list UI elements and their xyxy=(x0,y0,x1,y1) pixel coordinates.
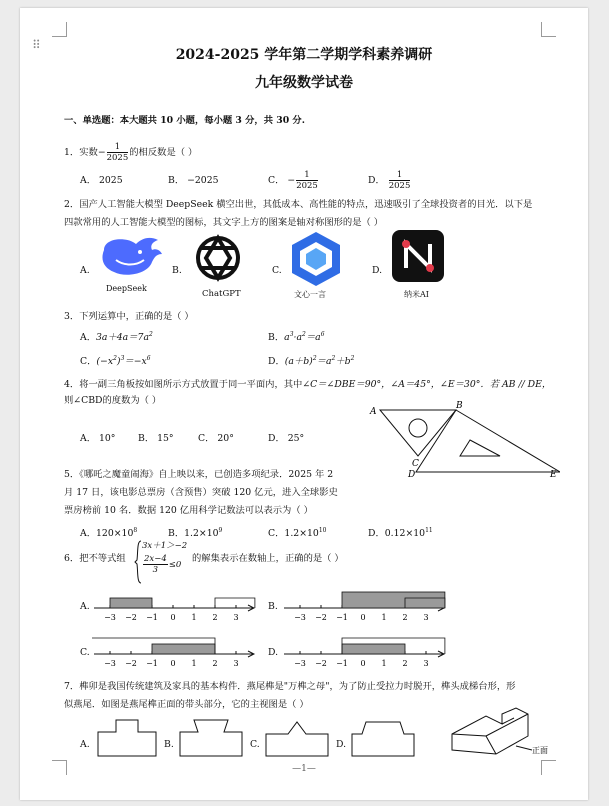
axis-tick-label: −1 xyxy=(336,613,348,622)
solution-region xyxy=(152,644,215,654)
question-7-line-1: 7．榫卯是我国传统建筑及家具的基本构件．燕尾榫是"万榫之母"，为了防止受拉力时脱开，榫头成梯台形，形 xyxy=(64,681,516,692)
page-number: —1— xyxy=(292,764,316,774)
number-line-a xyxy=(92,582,256,624)
q1-option-c[interactable]: C． − $\frac{1}{2025}$ xyxy=(268,170,318,191)
q7-option-b-label[interactable]: B. xyxy=(164,739,174,750)
axis-tick-label: −2 xyxy=(125,659,137,668)
axis-tick-label: 1 xyxy=(381,659,387,668)
point-c-label: C xyxy=(412,459,419,469)
q1-option-d[interactable]: D． $\frac{1}{2025}$ xyxy=(368,170,411,191)
q3-option-a[interactable]: A．$3a+4a=7a^2$ xyxy=(80,331,153,344)
q2-option-a[interactable]: A. xyxy=(80,265,90,276)
q7-shape-b xyxy=(178,718,244,758)
page-subtitle: 九年级数学试卷 xyxy=(255,75,353,91)
q4-option-d[interactable]: D． 25° xyxy=(268,433,305,444)
q7-shape-c xyxy=(264,718,330,758)
mortise-3d-figure xyxy=(446,706,562,762)
question-2-line-1: 2．国产人工智能大模型 DeepSeek 横空出世，其低成本、高性能的特点，迅速吸引了全球投资者的目光．以下是 xyxy=(64,199,533,210)
axis-tick-label: 2 xyxy=(402,659,408,668)
question-6-stem-prefix: 6．把不等式组 xyxy=(64,553,126,564)
point-a-label: A xyxy=(370,407,377,417)
q7-option-c-label[interactable]: C. xyxy=(250,739,260,750)
q3-option-b[interactable]: B．$a^3\cdot a^2=a^6$ xyxy=(268,331,325,344)
q7-option-a-label[interactable]: A. xyxy=(80,739,90,750)
axis-tick-label: −3 xyxy=(294,659,306,668)
question-5-line-3: 票房榜前 10 名．数据 120 亿用科学记数法可以表示为（ ） xyxy=(64,505,313,516)
section-heading: 一、单选题：本大题共 10 小题，每小题 3 分，共 30 分. xyxy=(64,115,305,126)
q6-option-a-label[interactable]: A. xyxy=(80,601,90,612)
axis-tick-label: −2 xyxy=(315,659,327,668)
deepseek-whale-icon xyxy=(96,230,168,280)
axis-tick-label: −1 xyxy=(146,613,158,622)
axis-tick-label: −1 xyxy=(336,659,348,668)
q7-shape-a xyxy=(96,718,158,758)
q5-option-b[interactable]: B．$1.2\times 10^9$ xyxy=(168,527,223,540)
axis-tick-label: −2 xyxy=(315,613,327,622)
axis-tick-label: 3 xyxy=(423,613,429,622)
q2-option-c[interactable]: C. xyxy=(272,265,282,276)
document-page xyxy=(20,8,588,800)
q4-option-b[interactable]: B． 15° xyxy=(138,433,174,444)
q3-option-d[interactable]: D．$(a+b)^2=a^2+b^2$ xyxy=(268,355,355,368)
axis-tick-label: 3 xyxy=(233,613,239,622)
axis-tick-label: −1 xyxy=(146,659,158,668)
axis-tick-label: 2 xyxy=(212,613,218,622)
axis-tick-label: 0 xyxy=(360,613,366,622)
question-6-stem-suffix: 的解集表示在数轴上，正确的是（ ） xyxy=(192,553,344,564)
solution-region xyxy=(342,592,445,608)
axis-tick-label: 2 xyxy=(212,659,218,668)
axis-tick-label: 3 xyxy=(423,659,429,668)
axis-tick-label: 2 xyxy=(402,613,408,622)
page-title: 2024-2025 学年第二学期学科素养调研 xyxy=(175,47,433,63)
q4-option-c[interactable]: C． 20° xyxy=(198,433,234,444)
inequality-2: $\frac{2x-4}{3}$ ≤0 xyxy=(144,554,182,575)
brace-icon xyxy=(134,540,142,584)
q5-option-a[interactable]: A．$120\times 10^8$ xyxy=(80,527,138,540)
q3-option-c[interactable]: C．$(-x^2)^3=-x^6$ xyxy=(80,355,151,368)
axis-tick-label: 0 xyxy=(170,613,176,622)
q1-option-a[interactable]: A． 2025 xyxy=(80,175,123,186)
question-4-line-2: 则∠CBD的度数为（ ） xyxy=(64,395,162,406)
axis-tick-label: −2 xyxy=(125,613,137,622)
axis-tick-label: −3 xyxy=(104,659,116,668)
number-line-d xyxy=(282,628,446,670)
q7-option-d-label[interactable]: D. xyxy=(336,739,347,750)
point-d-label: D xyxy=(408,470,416,478)
q1-option-b[interactable]: B． −2025 xyxy=(168,175,219,186)
q6-option-d-label[interactable]: D. xyxy=(268,647,279,658)
question-4-line-1: 4．将一副三角板按如图所示方式放置于同一平面内，其中∠C＝∠DBE＝90°，∠A＝45°，∠E＝30°．若 AB // DE， xyxy=(64,379,552,390)
solution-region xyxy=(342,644,405,654)
question-2-line-2: 四款常用的人工智能大模型的图标，其文字上方的图案是轴对称图形的是（ ） xyxy=(64,217,384,228)
crop-mark-top-left xyxy=(52,22,67,37)
axis-tick-label: −3 xyxy=(104,613,116,622)
axis-tick-label: 3 xyxy=(233,659,239,668)
q6-option-b-label[interactable]: B. xyxy=(268,601,278,612)
question-5-line-2: 月 17 日，该电影总票房（含预售）突破 120 亿元，进入全球影史 xyxy=(64,487,338,498)
wenxin-hexagon-icon xyxy=(288,230,344,288)
drag-handle-icon[interactable]: ⠿ xyxy=(32,38,42,52)
nami-ai-caption: 纳米AI xyxy=(404,290,429,299)
question-7-line-2: 似燕尾．如图是燕尾榫正面的带头部分，它的主视图是（ ） xyxy=(64,699,309,710)
q6-option-c-label[interactable]: C. xyxy=(80,647,90,658)
question-3-stem: 3．下列运算中，正确的是（ ） xyxy=(64,311,194,322)
chatgpt-caption: ChatGPT xyxy=(202,289,241,299)
axis-tick-label: −3 xyxy=(294,613,306,622)
axis-tick-label: 0 xyxy=(360,659,366,668)
axis-tick-label: 1 xyxy=(381,613,387,622)
axis-tick-label: 1 xyxy=(191,613,197,622)
axis-tick-label: 0 xyxy=(170,659,176,668)
point-e-label: E xyxy=(550,470,557,478)
triangle-figure xyxy=(364,398,560,478)
question-5-line-1: 5．《哪吒之魔童闹海》自上映以来，已创造多项纪录．2025 年 2 xyxy=(64,469,334,480)
q2-option-b[interactable]: B. xyxy=(172,265,182,276)
chatgpt-knot-icon xyxy=(190,230,246,286)
q5-option-c[interactable]: C．$1.2\times 10^{10}$ xyxy=(268,527,327,540)
point-b-label: B xyxy=(456,401,463,411)
question-1-stem: 1．实数− $\frac{1}{2025}$ 的相反数是（ ） xyxy=(64,142,198,163)
q4-option-a[interactable]: A． 10° xyxy=(80,433,116,444)
q7-shape-d xyxy=(350,718,416,758)
number-line-b xyxy=(282,582,446,624)
inequality-1: 3x＋1＞−2 xyxy=(142,541,188,551)
deepseek-caption: DeepSeek xyxy=(106,284,147,293)
wenxin-caption: 文心一言 xyxy=(294,290,326,299)
axis-tick-label: 1 xyxy=(191,659,197,668)
front-view-label: 正面 xyxy=(532,746,548,755)
q2-option-d[interactable]: D. xyxy=(372,265,383,276)
q5-option-d[interactable]: D．$0.12\times 10^{11}$ xyxy=(368,527,433,540)
solution-region xyxy=(110,598,152,608)
number-line-c xyxy=(92,628,256,670)
crop-mark-top-right xyxy=(541,22,556,37)
solution-bracket xyxy=(215,598,255,608)
nami-ai-icon xyxy=(392,230,444,282)
